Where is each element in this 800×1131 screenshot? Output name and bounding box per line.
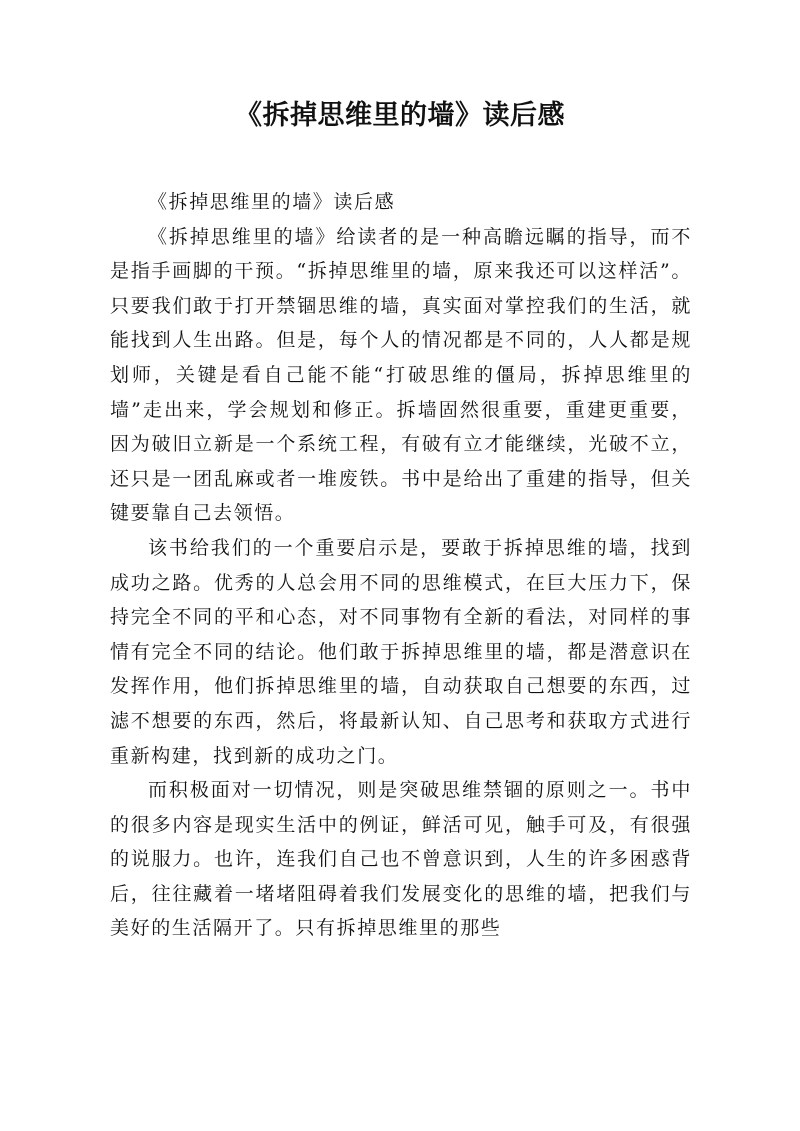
paragraph-subtitle: 《拆掉思维里的墙》读后感 <box>148 191 396 213</box>
document-body <box>110 185 692 946</box>
paragraph-1: 《拆掉思维里的墙》给读者的是一种高瞻远瞩的指导，而不是指手画脚的干预。“拆掉思维里的墙，原来我还可以这样活”。只要我们敢于打开禁锢思维的墙，真实面对掌控我们的生活，就能找到人生出路。但是，每个人的情况都是不同的，人人都是规划师，关键是看自己能不能“打破思维的僵局，拆掉思维里的墙”走出来，学会规划和修正。拆墙固然很重要，重建更重要，因为破旧立新是一个系统工程，有破有立才能继续，光破不立，还只是一团乱麻或者一堆废铁。书中是给出了重建的指导，但关键要靠自己去领悟。 <box>110 225 692 525</box>
paragraph-2: 该书给我们的一个重要启示是，要敢于拆掉思维的墙，找到成功之路。优秀的人总会用不同的思维模式，在巨大压力下，保持完全不同的平和心态，对不同事物有全新的看法，对同样的事情有完全不同的结论。他们敢于拆掉思维里的墙，都是潜意识在发挥作用，他们拆掉思维里的墙，自动获取自己想要的东西，过滤不想要的东西，然后，将最新认知、自己思考和获取方式进行重新构建，找到新的成功之门。 <box>110 536 692 767</box>
paragraph-3: 而积极面对一切情况，则是突破思维禁锢的原则之一。书中的很多内容是现实生活中的例证，鲜活可见，触手可及，有很强的说服力。也许，连我们自己也不曾意识到，人生的许多困惑背后，往往藏着一堵堵阻碍着我们发展变化的思维的墙，把我们与美好的生活隔开了。只有拆掉思维里的那些 <box>110 779 692 940</box>
document-title: 《拆掉思维里的墙》读后感 <box>235 100 565 131</box>
